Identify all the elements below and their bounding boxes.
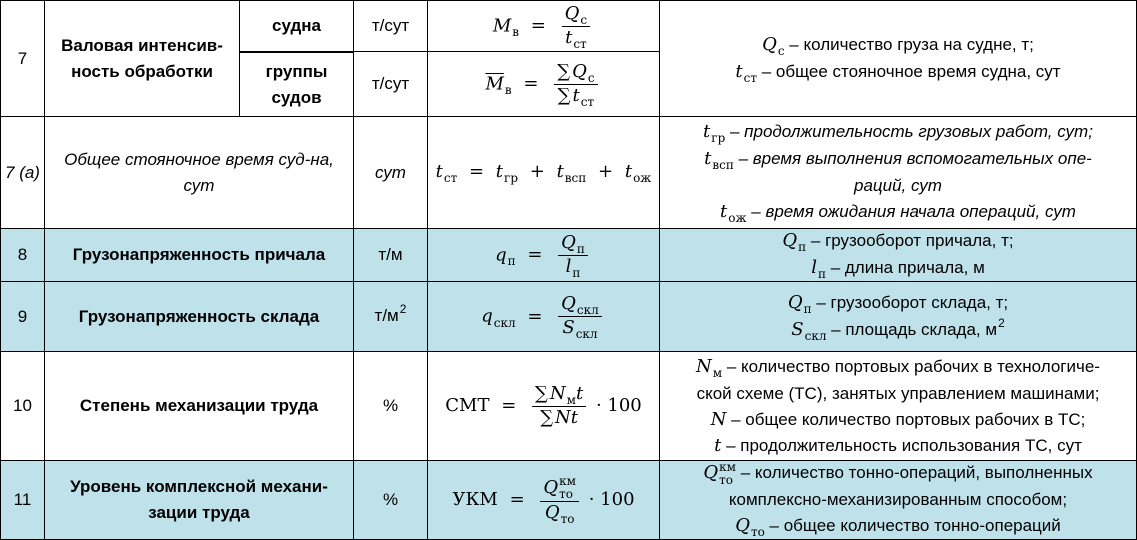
row-11-formula: [428, 461, 660, 540]
row-7-formula-vessel: [428, 0, 660, 52]
row-7-name: [45, 0, 240, 117]
formula: СМТ = $\frac{\sum N_мt}{\sum Nt}$ · 100: [445, 383, 642, 428]
row-8-formula: [428, 229, 660, 282]
row-7a-description: [660, 117, 1137, 229]
row-7-description: [660, 0, 1137, 117]
unit-text: т/сут: [371, 74, 410, 93]
row-7a-formula: [428, 117, 660, 229]
row-11-name: Уровень комплексной механи-зации труда: [45, 461, 354, 540]
row-7-unit-group: [354, 52, 428, 117]
fraction: $\frac{Q_п}{l_п}$: [558, 232, 588, 279]
row-8-unit: т/м: [354, 229, 428, 282]
row-10-name: Степень механизации труда: [45, 352, 354, 461]
row-7-formula-group: [428, 52, 660, 117]
row-9-description: [660, 282, 1137, 352]
fraction: $\frac{Q_с}{t_{ст}}$: [562, 3, 591, 50]
row-10-unit: %: [354, 352, 428, 461]
description: $Q_п$ – грузооборот причала, т; $l_п$ – длина причала, м: [782, 230, 1014, 281]
formula: $t_{ст} = t_{гр} + t_{всп} + t_{ож}$: [435, 161, 652, 185]
row-7a-name: Общее стояночное время суд-на, сут: [45, 117, 354, 229]
row-9-formula: [428, 282, 660, 352]
fraction: Q км то $Q_{то}$: [540, 475, 579, 525]
description: Q км то – количество тонно-операций, выполненных комплексно-механизированным способом; $Q_{то}$ – общее количество тонно-операций: [703, 461, 1093, 539]
sub-label-vessel: судна: [272, 16, 321, 35]
row-8-description: [660, 229, 1137, 282]
row-9-unit: $т/м^2$: [354, 282, 428, 352]
row-7-unit-vessel: [354, 0, 428, 52]
formula: УКМ = Q км то $Q_{то}$ · 100: [452, 474, 635, 526]
row-10-formula: [428, 352, 660, 461]
fraction: $\frac{Q_{скл}}{S_{скл}}$: [558, 293, 602, 340]
fraction: $\frac{\sum Q_с}{\sum t_{ст}}$: [554, 61, 597, 108]
row-7a-number: 7 (а): [0, 117, 45, 229]
row-11-unit: %: [354, 461, 428, 540]
formula: $q_п$ = $\frac{Q_п}{l_п}$: [495, 232, 592, 279]
row-9-number: 9: [0, 282, 45, 352]
formula: $\overline{M}_в$ = $\frac{\sum Q_с}{\sum t_{ст}}$: [485, 61, 601, 108]
row-7a-unit: сут: [354, 117, 428, 229]
formula: $M_в$ = $\frac{Q_с}{t_{ст}}$: [493, 3, 594, 50]
unit-text: т/сут: [371, 16, 410, 35]
fraction: $\frac{\sum N_мt}{\sum Nt}$: [532, 383, 586, 429]
description: $N_м$ – количество портовых рабочих в технологиче- ской схеме (ТС), занятых управлением машинами; N – общее количество портовых рабочих в ТС; t – продолжительность использования ТС, сут: [696, 355, 1100, 456]
row-7-number: [0, 0, 45, 117]
description: $Q_с$ – количество груза на судне, т; $t_{ст}$ – общее стояночное время судна, сут: [735, 33, 1061, 85]
row-number-text: 7: [17, 48, 28, 68]
row-8-name: Грузонапряженность причала: [45, 229, 354, 282]
row-7-sub-group: [240, 52, 354, 117]
sub-label-group: группы судов: [265, 61, 328, 107]
row-10-description: [660, 352, 1137, 461]
row-8-number: 8: [0, 229, 45, 282]
row-10-number: 10: [0, 352, 45, 461]
row-11-number: 11: [0, 461, 45, 540]
row-name-text: Валовая интенсив-ность обработки: [61, 35, 223, 81]
formula: $q_{скл}$ = $\frac{Q_{скл}}{S_{скл}}$: [481, 293, 606, 340]
row-7-sub-vessel: [240, 0, 354, 52]
description: $t_{гр}$ – продолжительность грузовых работ, сут; $t_{всп}$ – время выполнения вспомогательных опе- раций, сут $t_{ож}$ – время ожидания начала операций, сут: [703, 121, 1093, 225]
description: $Q_п$ – грузооборот склада, т; $S_{скл}$ – площадь склада, $м^2$: [787, 291, 1009, 343]
row-11-description: [660, 461, 1137, 540]
row-9-name: Грузонапряженность склада: [45, 282, 354, 352]
